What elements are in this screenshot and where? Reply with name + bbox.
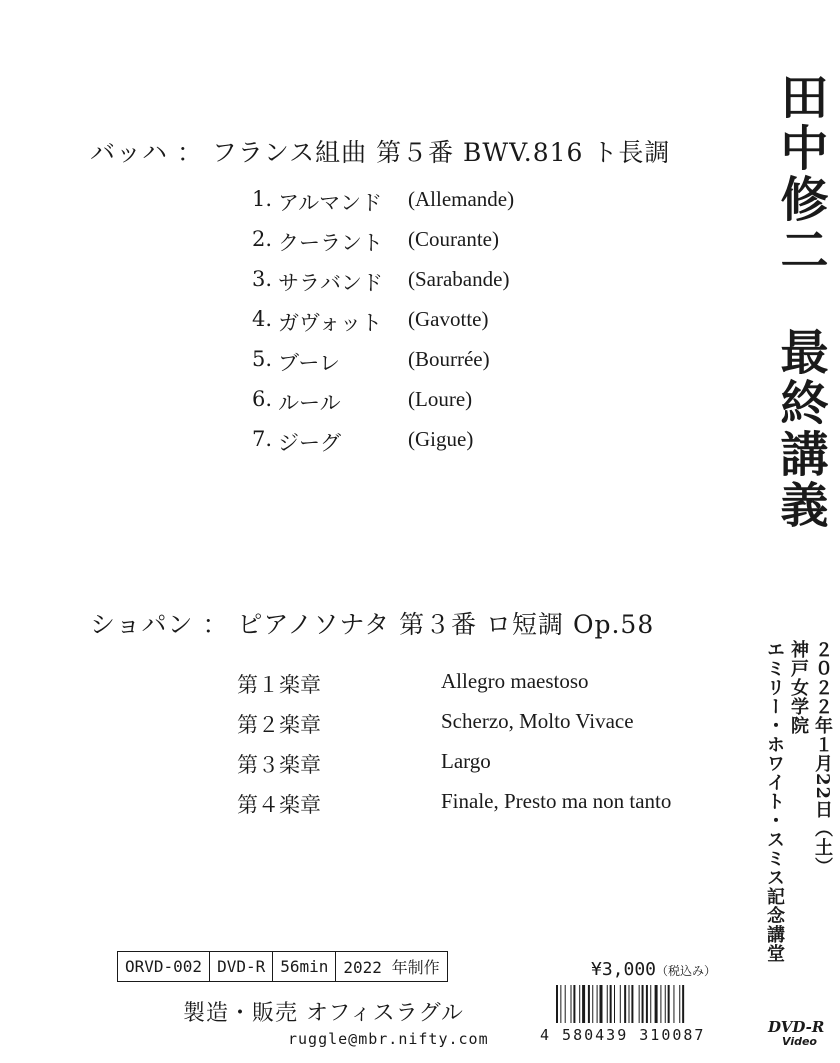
barcode-bar (629, 985, 630, 1023)
track-title-en: (Gigue) (408, 427, 474, 451)
product-spec-table (117, 951, 448, 982)
barcode-bar (642, 985, 644, 1023)
bach-suite-title: バッハ ： フランス組曲 第５番 BWV.816 ト長調 (90, 138, 671, 167)
production-year: 2022 年制作 (336, 952, 447, 982)
barcode-bar (631, 985, 633, 1023)
barcode-digits: 4 580439 310087 (540, 1026, 706, 1044)
movement-title: Finale, Presto ma non tanto (441, 789, 672, 813)
barcode-bar (573, 985, 575, 1023)
manufacturer: 製造・販売 オフィスラグル (183, 1001, 464, 1026)
track-title-jp: アルマンド (278, 191, 383, 215)
track-title-en: (Loure) (408, 387, 473, 411)
movement-title: Largo (441, 749, 491, 773)
chopin-sonata-title: ショパン ： ピアノソナタ 第３番 ロ短調 Op.58 (90, 610, 655, 639)
price-amount: ¥3,000 (591, 959, 657, 980)
track-title-jp: ルール (278, 391, 341, 415)
track-title-en: (Allemande) (408, 187, 515, 211)
barcode-bar (646, 985, 648, 1023)
runtime: 56min (273, 952, 336, 982)
barcode-bar (600, 985, 603, 1023)
barcode-bar (639, 985, 640, 1023)
movement-number: 第１楽章 (237, 673, 321, 697)
barcode-bar (650, 985, 651, 1023)
track-title-jp: ブーレ (278, 351, 340, 375)
barcode-bar (660, 985, 661, 1023)
spine-title: 田中修二 最終講義 (772, 72, 828, 531)
track-title-en: (Bourrée) (408, 347, 490, 371)
catalog-number: ORVD-002 (118, 952, 210, 982)
media-format: DVD-R (210, 952, 273, 982)
barcode-bar (610, 985, 612, 1023)
track-number: 1. (251, 187, 272, 211)
video-logo-text: Video (782, 1035, 817, 1048)
barcode-bar (597, 985, 598, 1023)
barcode-bar (624, 985, 626, 1023)
track-title-en: (Gavotte) (408, 307, 489, 331)
barcode-bar (655, 985, 658, 1023)
track-title-jp: ガヴォット (278, 311, 383, 335)
track-title-en: (Courante) (408, 227, 499, 251)
track-title-jp: ジーグ (278, 431, 341, 455)
track-number: 4. (251, 307, 272, 331)
barcode-bar (682, 985, 684, 1023)
barcode-bar (571, 985, 572, 1023)
barcode-bar (620, 985, 621, 1023)
track-number: 7. (251, 427, 272, 451)
event-date: ２０２２年１月22日（土） (812, 640, 833, 877)
venue-school: 神戸女学院 (788, 640, 809, 735)
barcode-bar (665, 985, 666, 1023)
track-title-jp: サラバンド (278, 271, 383, 295)
barcode-bar (607, 985, 608, 1023)
barcode-bar (668, 985, 670, 1023)
track-number: 5. (251, 347, 272, 371)
contact-email: ruggle@mbr.nifty.com (288, 1030, 489, 1048)
barcode-bar (614, 985, 615, 1023)
venue-hall: エミリー・ホワイト・スミス記念講堂 (764, 640, 785, 963)
dvd-logo-text: DVD-R (768, 1018, 825, 1036)
barcode-bar (592, 985, 593, 1023)
barcode-bar (582, 985, 585, 1023)
barcode-bar (556, 985, 558, 1023)
dvd-video-logo (766, 1018, 834, 1058)
barcode (556, 985, 732, 1023)
barcode-bar (565, 985, 566, 1023)
movement-number: 第４楽章 (237, 793, 321, 817)
track-number: 2. (251, 227, 272, 251)
movement-number: 第３楽章 (237, 753, 321, 777)
movement-title: Allegro maestoso (441, 669, 589, 693)
barcode-bar (588, 985, 590, 1023)
barcode-bar (673, 985, 674, 1023)
price-tax-note: （税込み） (656, 964, 717, 978)
track-title-en: (Sarabande) (408, 267, 510, 291)
barcode-bar (679, 985, 680, 1023)
movement-title: Scherzo, Molto Vivace (441, 709, 634, 733)
barcode-bar (560, 985, 561, 1023)
track-number: 6. (251, 387, 272, 411)
barcode-bar (579, 985, 580, 1023)
price (591, 959, 716, 980)
movement-number: 第２楽章 (237, 713, 321, 737)
track-title-jp: クーラント (278, 231, 383, 255)
track-number: 3. (251, 267, 272, 291)
